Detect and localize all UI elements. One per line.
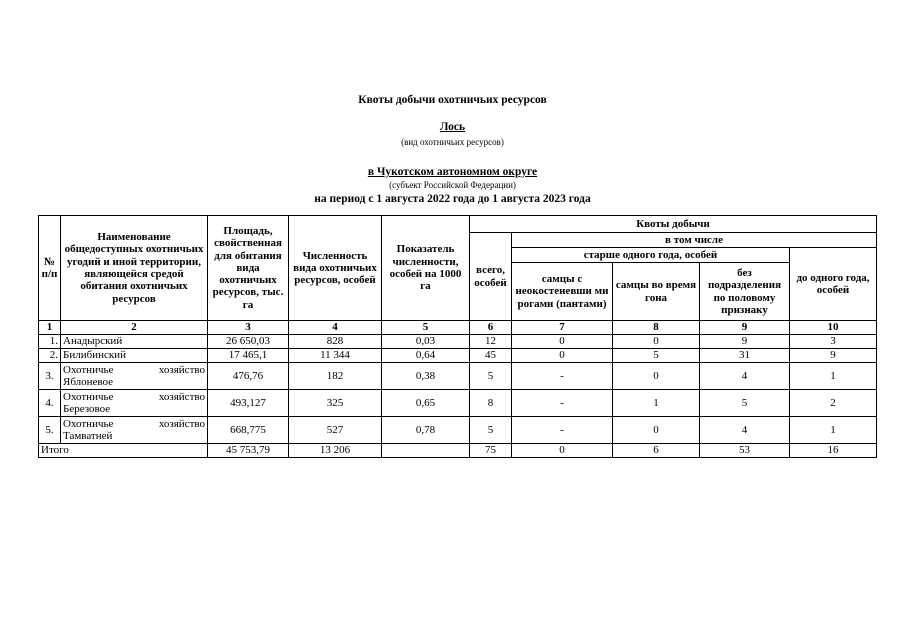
quota-males-antlers: - [512,390,613,417]
column-number: 1 [39,321,61,335]
territory-name-part: Охотничье [63,417,114,430]
table-row [39,335,877,349]
area-value: 668,775 [208,417,289,444]
quota-no-sex: 5 [700,390,790,417]
quota-under-year: 9 [790,349,877,363]
quota-males-antlers: - [512,363,613,390]
population-value: 11 344 [289,349,382,363]
quota-males-antlers: - [512,417,613,444]
quota-no-sex: 4 [700,363,790,390]
territory-name [61,417,208,444]
quota-total: 5 [470,417,512,444]
row-number: 2. [39,349,61,363]
region-caption: (субъект Российской Федерации) [389,180,516,190]
table-row [39,417,877,444]
header-males-rut: самцы во время гона [613,263,700,321]
territory-name-part: Охотничье [63,363,114,376]
territory-name: Билибинский [61,349,208,363]
totals-males-rut: 6 [613,444,700,458]
quota-under-year: 3 [790,335,877,349]
region-name: в Чукотском автономном округе [367,166,538,178]
header-num: № п/п [39,216,61,321]
totals-under-year: 16 [790,444,877,458]
area-value: 493,127 [208,390,289,417]
column-number: 5 [382,321,470,335]
population-value: 527 [289,417,382,444]
territory-name [61,390,208,417]
header-total: всего, особей [470,233,512,321]
header-including: в том числе [512,233,877,248]
area-value: 26 650,03 [208,335,289,349]
area-value: 476,76 [208,363,289,390]
quota-males-rut: 1 [613,390,700,417]
quota-no-sex: 4 [700,417,790,444]
column-number: 6 [470,321,512,335]
territory-name [61,363,208,390]
territory-name-part: хозяйство [158,417,205,430]
table-row [39,363,877,390]
quota-no-sex: 31 [700,349,790,363]
header-quota-group: Квоты добычи [470,216,877,233]
column-number: 4 [289,321,382,335]
row-number: 1. [39,335,61,349]
density-value: 0,78 [382,417,470,444]
quota-under-year: 1 [790,363,877,390]
population-value: 325 [289,390,382,417]
quota-total: 8 [470,390,512,417]
column-number-row [39,321,877,335]
totals-density [382,444,470,458]
header-under-year: до одного года, особей [790,248,877,321]
quota-under-year: 1 [790,417,877,444]
density-value: 0,64 [382,349,470,363]
territory-name-part: хозяйство [158,363,205,376]
density-value: 0,03 [382,335,470,349]
territory-name-part: Яблоневое [63,376,114,388]
quota-total: 45 [470,349,512,363]
header-area: Площадь, свойственная для обитания вида охотничьих ресурсов, тыс. га [208,216,289,321]
area-value: 17 465,1 [208,349,289,363]
territory-name-part: хозяйство [158,390,205,403]
quota-males-antlers: 0 [512,335,613,349]
row-number: 5. [39,417,61,444]
totals-population: 13 206 [289,444,382,458]
header-males-antlers: самцы с неокостеневши ми рогами (пантами) [512,263,613,321]
quota-males-rut: 5 [613,349,700,363]
quota-no-sex: 9 [700,335,790,349]
species-caption: (вид охотничьих ресурсов) [401,137,504,147]
quota-males-antlers: 0 [512,349,613,363]
header-no-sex: без подразделения по половому признаку [700,263,790,321]
column-number: 7 [512,321,613,335]
territory-name-part: Охотничье [63,390,114,403]
quota-total: 5 [470,363,512,390]
header-name: Наименование общедоступных охотничьих угодий и иной территории, являющейся средой обитания охотничьих ресурсов [61,216,208,321]
totals-males-antlers: 0 [512,444,613,458]
column-number: 10 [790,321,877,335]
column-number: 9 [700,321,790,335]
totals-row [39,444,877,458]
table-row [39,390,877,417]
density-value: 0,38 [382,363,470,390]
species-name: Лось [439,121,466,133]
table-row [39,349,877,363]
quota-males-rut: 0 [613,417,700,444]
quota-table [38,215,877,458]
row-number: 4. [39,390,61,417]
column-number: 3 [208,321,289,335]
totals-label: Итого [39,444,208,458]
quota-males-rut: 0 [613,335,700,349]
document-title: Квоты добычи охотничьих ресурсов [358,94,547,106]
population-value: 828 [289,335,382,349]
column-number: 2 [61,321,208,335]
territory-name: Анадырский [61,335,208,349]
header-density: Показатель численности, особей на 1000 га [382,216,470,321]
territory-name-part: Тамватней [63,430,113,442]
period-line: на период с 1 августа 2022 года до 1 августа 2023 года [314,193,591,205]
header-population: Численность вида охотничьих ресурсов, особей [289,216,382,321]
totals-area: 45 753,79 [208,444,289,458]
territory-name-part: Березовое [63,403,111,415]
totals-no-sex: 53 [700,444,790,458]
column-number: 8 [613,321,700,335]
density-value: 0,65 [382,390,470,417]
quota-under-year: 2 [790,390,877,417]
quota-total: 12 [470,335,512,349]
quota-males-rut: 0 [613,363,700,390]
header-older: старше одного года, особей [512,248,790,263]
totals-quota-total: 75 [470,444,512,458]
population-value: 182 [289,363,382,390]
row-number: 3. [39,363,61,390]
